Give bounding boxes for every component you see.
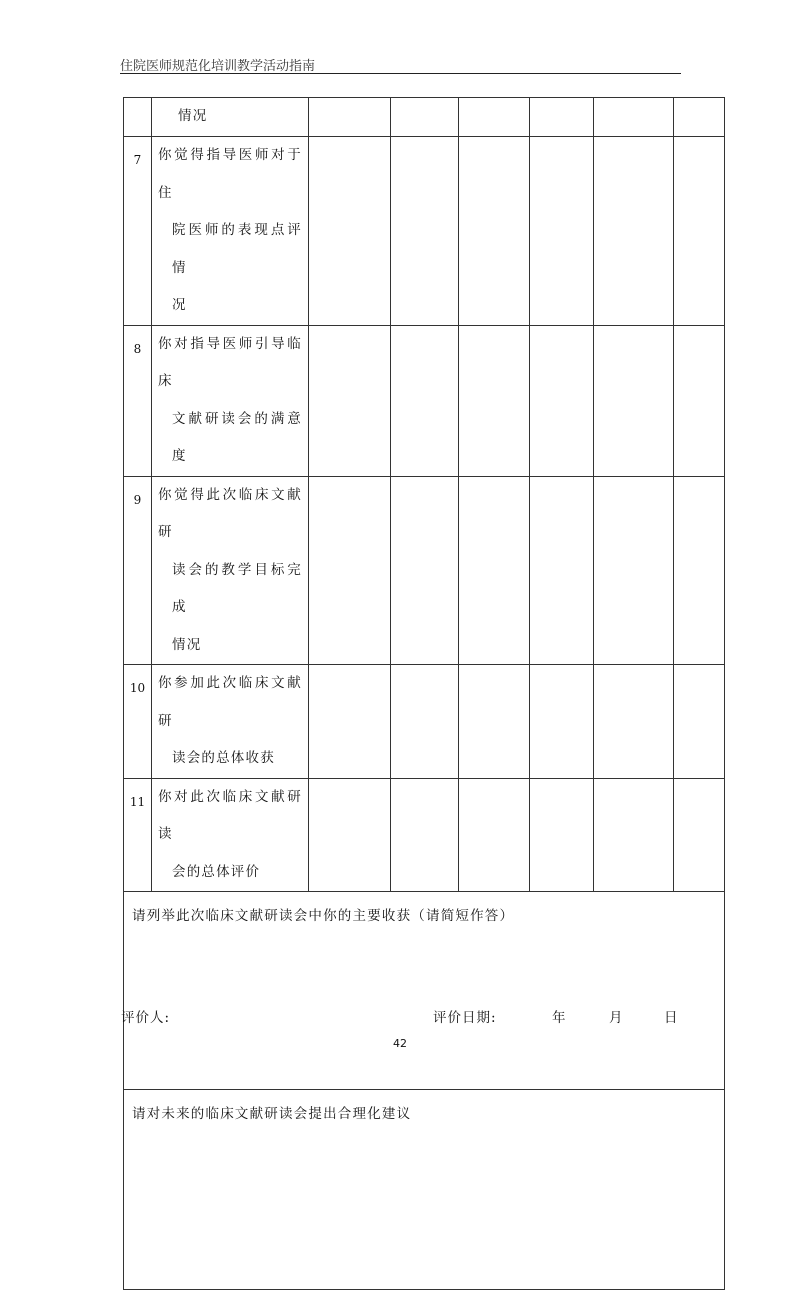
rating-cell[interactable]	[530, 476, 594, 665]
question-line: 会的总体评价	[172, 863, 261, 880]
rating-cell[interactable]	[530, 665, 594, 779]
rating-cell[interactable]	[594, 325, 674, 476]
rating-cell[interactable]	[594, 476, 674, 665]
question-line: 读会的教学目标完成	[172, 561, 302, 615]
open-answer-area[interactable]	[124, 1090, 725, 1290]
question-cell	[152, 476, 309, 665]
rating-cell[interactable]	[674, 778, 725, 892]
question-cell	[152, 325, 309, 476]
rating-cell[interactable]	[530, 137, 594, 326]
rating-cell[interactable]	[674, 137, 725, 326]
table-row-open-suggestions	[124, 1090, 725, 1290]
rating-cell[interactable]	[309, 98, 391, 137]
rating-cell[interactable]	[594, 665, 674, 779]
rating-cell[interactable]	[674, 325, 725, 476]
running-header: 住院医师规范化培训教学活动指南	[120, 59, 316, 74]
header-divider	[120, 73, 681, 74]
rating-cell[interactable]	[674, 98, 725, 137]
date-year-label: 年	[552, 1010, 566, 1026]
rating-cell[interactable]	[309, 665, 391, 779]
rating-cell[interactable]	[309, 778, 391, 892]
evaluation-date-label: 评价日期:	[433, 1010, 497, 1026]
rating-cell[interactable]	[391, 325, 459, 476]
rating-cell[interactable]	[309, 476, 391, 665]
question-line: 你觉得指导医师对于住	[158, 147, 302, 201]
question-cell	[152, 665, 309, 779]
date-month-label: 月	[609, 1010, 623, 1026]
rating-cell[interactable]	[459, 98, 530, 137]
open-answer-area[interactable]	[124, 892, 725, 1090]
rating-cell[interactable]	[459, 476, 530, 665]
rating-cell[interactable]	[309, 137, 391, 326]
table-row-q11	[124, 778, 725, 892]
number-cell	[124, 98, 152, 137]
question-line: 你参加此次临床文献研	[158, 675, 302, 729]
question-line: 院医师的表现点评情	[172, 222, 302, 276]
rating-cell[interactable]	[594, 137, 674, 326]
question-line: 你对此次临床文献研读	[158, 788, 302, 842]
question-cell	[152, 778, 309, 892]
rating-cell[interactable]	[530, 778, 594, 892]
question-line: 你对指导医师引导临床	[158, 335, 302, 389]
question-line: 读会的总体收获	[172, 750, 275, 766]
table-row-q9	[124, 476, 725, 665]
rating-cell[interactable]	[391, 98, 459, 137]
rating-cell[interactable]	[530, 325, 594, 476]
rating-cell[interactable]	[594, 98, 674, 137]
open-question-prompt: 请列举此次临床文献研读会中你的主要收获（请简短作答）	[132, 908, 515, 924]
rating-cell[interactable]	[459, 325, 530, 476]
question-text: 情况	[178, 108, 208, 124]
question-cell	[152, 98, 309, 137]
rating-cell[interactable]	[530, 98, 594, 137]
question-number: 7	[124, 137, 152, 326]
question-line: 文献研读会的满意度	[172, 410, 302, 464]
rating-cell[interactable]	[391, 778, 459, 892]
rating-cell[interactable]	[459, 665, 530, 779]
question-number: 8	[124, 325, 152, 476]
rating-cell[interactable]	[391, 476, 459, 665]
question-line: 情况	[172, 636, 202, 653]
evaluation-table	[123, 97, 725, 1290]
question-number: 10	[124, 665, 152, 779]
rating-cell[interactable]	[674, 476, 725, 665]
rating-cell[interactable]	[309, 325, 391, 476]
page-number: 42	[393, 1037, 407, 1050]
question-cell	[152, 137, 309, 326]
rating-cell[interactable]	[459, 778, 530, 892]
rating-cell[interactable]	[459, 137, 530, 326]
open-question-prompt: 请对未来的临床文献研读会提出合理化建议	[132, 1106, 412, 1122]
table-row-q10	[124, 665, 725, 779]
table-row-q8	[124, 325, 725, 476]
rating-cell[interactable]	[594, 778, 674, 892]
question-line: 你觉得此次临床文献研	[158, 486, 302, 540]
rating-cell[interactable]	[674, 665, 725, 779]
table-row-continued	[124, 98, 725, 137]
date-day-label: 日	[664, 1010, 678, 1026]
question-number: 11	[124, 778, 152, 892]
table-row-q7	[124, 137, 725, 326]
question-line: 况	[172, 297, 187, 313]
question-number: 9	[124, 476, 152, 665]
rating-cell[interactable]	[391, 665, 459, 779]
rating-cell[interactable]	[391, 137, 459, 326]
table-row-open-gains	[124, 892, 725, 1090]
evaluator-label: 评价人:	[121, 1010, 171, 1026]
